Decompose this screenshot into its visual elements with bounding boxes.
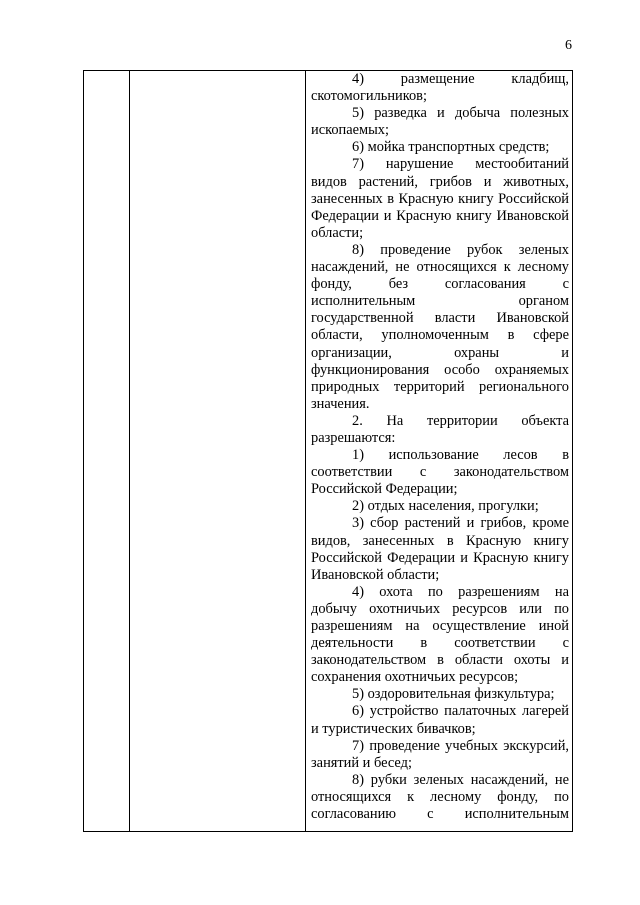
list-item: 5) разведка и добыча полезных ископаемых; xyxy=(311,105,569,139)
list-item: 7) проведение учебных экскурсий, занятий и бесед; xyxy=(311,737,569,771)
regime-text xyxy=(306,71,572,823)
list-item: 7) нарушение местообитаний видов растений, грибов и животных, занесенных в Красную книгу Российской Федерации и Красную книгу Ивановской области; xyxy=(311,156,569,241)
list-item: 6) устройство палаточных лагерей и туристических бивачков; xyxy=(311,703,569,737)
list-item: 6) мойка транспортных средств; xyxy=(352,139,550,156)
list-item: 4) охота по разрешениям на добычу охотничьих ресурсов или по разрешениям на осуществление иной деятельности в соответствии с законодательством в области охоты и сохранения охотничьих ресурсов; xyxy=(311,583,569,686)
table-row xyxy=(84,71,573,832)
page-number: 6 xyxy=(565,38,572,53)
list-item: 3) сбор растений и грибов, кроме видов, занесенных в Красную книгу Российской Федерации и Красную книгу Ивановской области; xyxy=(311,515,569,583)
table-cell-number xyxy=(84,71,130,832)
section-heading: 2. На территории объекта разрешаются: xyxy=(311,412,569,446)
list-item: 2) отдых населения, прогулки; xyxy=(352,498,539,515)
document-table xyxy=(83,70,573,832)
list-item: 4) размещение кладбищ, скотомогильников; xyxy=(311,71,569,105)
list-item: 8) проведение рубок зеленых насаждений, не относящихся к лесному фонду, без согласования с исполнительным органом государственной власти Ивановской области, уполномоченным в сфере организации, охраны и функционирования особо охраняемых природных территорий регионального значения. xyxy=(311,241,569,412)
table-cell-name xyxy=(130,71,306,832)
list-item: 8) рубки зеленых насаждений, не относящихся к лесному фонду, по согласованию с исполнительным xyxy=(311,771,569,823)
table-cell-regime xyxy=(306,71,573,832)
list-item: 1) использование лесов в соответствии с законодательством Российской Федерации; xyxy=(311,447,569,498)
list-item: 5) оздоровительная физкультура; xyxy=(352,686,555,703)
